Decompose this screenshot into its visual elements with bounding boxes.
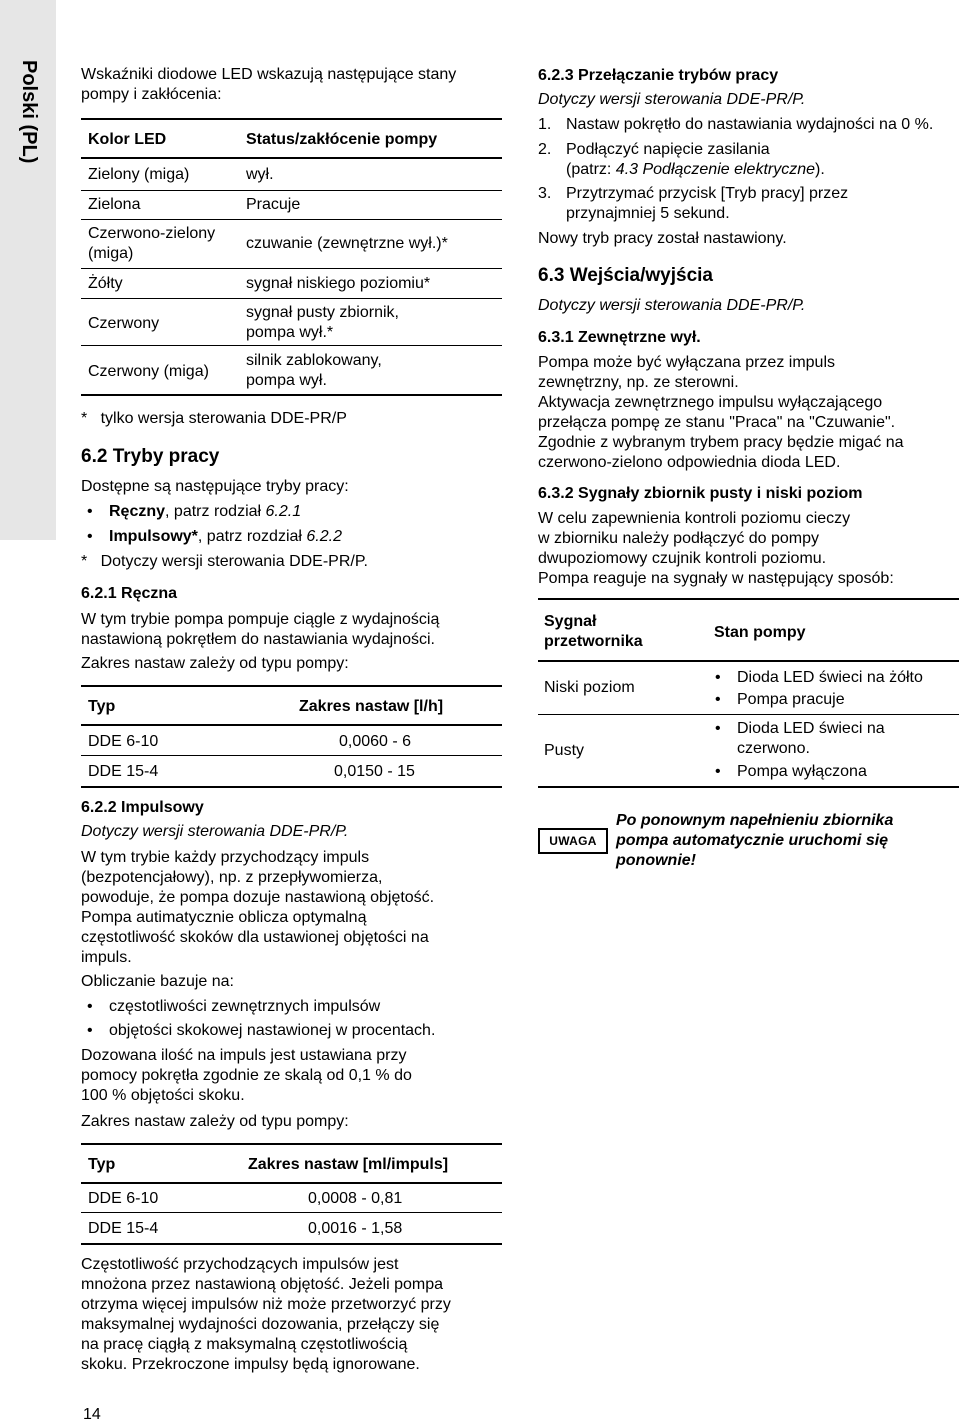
table-cell: silnik zablokowany, pompa wył.	[246, 352, 382, 389]
mode-list-item: • Ręczny, patrz rodział 6.2.1	[109, 502, 301, 522]
frequency-paragraph: Częstotliwość przychodzących impulsów jest mnożona przez nastawioną objętość. Jeżeli pompa otrzyma więcej impulsów niż może przetworzyć przy maksymalnej wydajności dozowania, przełączy się na pracę ciągłą z maksymalną częstotliwością skoku. Przekroczone impulsy będą ignorowane.	[81, 1256, 451, 1373]
step-number: 3.	[538, 185, 552, 202]
section-6-3-1-text: Pompa może być wyłączana przez impuls zewnętrzny, np. ze sterowni. Aktywacja zewnętrznego impulsu wyłączającego przełącza pompę ze stanu "Praca" na "Czuwanie". Zgodnie z wybranym trybem pracy będzie migać na czerwono-zielono odpowiednia dioda LED.	[538, 354, 904, 471]
section-6-3-heading: 6.3 Wejścia/wyjścia	[538, 265, 713, 286]
table-cell: sygnał niskiego poziomiu*	[246, 275, 431, 292]
table-cell: DDE 15-4	[88, 763, 159, 780]
calculation-item: • objętości skokowej nastawionej w procentach.	[109, 1021, 435, 1041]
table-rule	[81, 685, 502, 687]
section-6-2-2-applies: Dotyczy wersji sterowania DDE-PR/P.	[81, 823, 349, 840]
warning-text: Po ponownym napełnieniu zbiornika pompa automatycznie uruchomi się ponownie!	[616, 812, 894, 869]
mode-list-item: • Impulsowy*, patrz rozdział 6.2.2	[109, 527, 342, 547]
table-cell: DDE 15-4	[88, 1220, 159, 1237]
led-footnote: * tylko wersja sterowania DDE-PR/P	[81, 410, 347, 427]
table-rule	[81, 755, 502, 756]
table-cell: 0,0008 - 0,81	[308, 1190, 403, 1207]
state-item: • Dioda LED świeci na żółto	[737, 668, 923, 688]
table-rule	[81, 345, 502, 346]
section-6-2-3-applies: Dotyczy wersji sterowania DDE-PR/P.	[538, 91, 806, 108]
step-text: Przytrzymać przycisk [Tryb pracy] przez przynajmniej 5 sekund.	[566, 185, 849, 222]
step-result: Nowy tryb pracy został nastawiony.	[538, 230, 787, 247]
table-cell: sygnał pusty zbiornik, pompa wył.*	[246, 304, 399, 341]
table-cell: wył.	[246, 166, 274, 183]
table-rule	[81, 190, 502, 191]
table-rule	[538, 786, 959, 788]
warning-label: UWAGA	[538, 828, 608, 854]
calculation-intro: Obliczanie bazuje na:	[81, 973, 234, 990]
table-cell: Zielona	[88, 196, 141, 213]
step-text: Nastaw pokrętło do nastawiania wydajności na 0 %.	[566, 116, 934, 133]
table-rule	[81, 118, 502, 120]
table-cell: DDE 6-10	[88, 1190, 159, 1207]
table-header: Sygnał przetwornika	[544, 613, 643, 650]
table-rule	[81, 786, 502, 788]
section-6-3-2-heading: 6.3.2 Sygnały zbiornik pusty i niski poziom	[538, 485, 863, 502]
section-6-2-1-text: W tym trybie pompa pompuje ciągle z wydajnością nastawioną pokrętłem do nastawiania wydajności.	[81, 611, 440, 648]
section-6-3-1-heading: 6.3.1 Zewnętrzne wył.	[538, 329, 701, 346]
dose-paragraph: Dozowana ilość na impuls jest ustawiana przy pomocy pokrętła zgodnie ze skalą od 0,1 % do 100 % objętości skoku.	[81, 1047, 412, 1104]
table-header: Status/zakłócenie pompy	[246, 131, 438, 148]
table-cell: 0,0016 - 1,58	[308, 1220, 403, 1237]
section-6-2-2-heading: 6.2.2 Impulsowy	[81, 799, 204, 816]
table-rule	[81, 268, 502, 269]
table-cell: Pracuje	[246, 196, 301, 213]
side-tab	[0, 0, 56, 540]
table-cell: Czerwony (miga)	[88, 363, 209, 380]
table-cell: 0,0060 - 6	[339, 733, 412, 750]
step-text: Podłączyć napięcie zasilania (patrz: 4.3 Podłączenie elektryczne).	[566, 141, 825, 178]
state-item: • Dioda LED świeci na czerwono.	[737, 719, 885, 759]
table-rule	[81, 219, 502, 220]
section-6-2-3-heading: 6.2.3 Przełączanie trybów pracy	[538, 67, 779, 84]
table-rule	[538, 598, 959, 600]
section-6-3-2-text: W celu zapewnienia kontroli poziomu cieczy w zbiorniku należy podłączyć do pompy dwupoziomowy czujnik kontroli poziomu. Pompa reaguje na sygnały w następujący sposób:	[538, 510, 894, 587]
table-rule	[81, 1243, 502, 1245]
side-tab-label: Polski (PL)	[18, 60, 40, 164]
table-rule	[81, 298, 502, 299]
table-cell: Czerwony	[88, 315, 160, 332]
table-cell: Czerwono-zielony (miga)	[88, 225, 216, 262]
table-header: Zakres nastaw [ml/impuls]	[248, 1156, 449, 1173]
table-cell: czuwanie (zewnętrzne wył.)*	[246, 235, 448, 252]
table-rule	[538, 660, 959, 662]
table-rule	[81, 1212, 502, 1213]
table-header: Zakres nastaw [l/h]	[299, 698, 444, 715]
range-intro: Zakres nastaw zależy od typu pompy:	[81, 1113, 349, 1130]
table-cell: DDE 6-10	[88, 733, 159, 750]
table-rule	[81, 157, 502, 159]
table-cell: Zielony (miga)	[88, 166, 190, 183]
table-rule	[81, 1182, 502, 1184]
table-header: Kolor LED	[88, 131, 167, 148]
table-cell: Żółty	[88, 275, 123, 292]
state-item: • Pompa wyłączona	[737, 762, 867, 782]
table-rule	[538, 714, 959, 715]
section-6-2-2-paragraph: W tym trybie każdy przychodzący impuls (bezpotencjałowy), np. z przepływomierza, powoduje, że pompa dozuje nastawioną objętość. Pompa autimatycznie oblicza optymalną częstotliwość skoków dla ustawionej objętości na impuls.	[81, 849, 435, 966]
table-cell: Pusty	[544, 742, 585, 759]
range-intro: Zakres nastaw zależy od typu pompy:	[81, 655, 349, 672]
page-number: 14	[83, 1406, 101, 1423]
section-6-2-intro: Dostępne są następujące tryby pracy:	[81, 478, 349, 495]
table-cell: 0,0150 - 15	[334, 763, 415, 780]
table-rule	[81, 1143, 502, 1145]
table-rule	[81, 724, 502, 726]
section-6-3-applies: Dotyczy wersji sterowania DDE-PR/P.	[538, 297, 806, 314]
step-number: 2.	[538, 141, 552, 158]
state-item: • Pompa pracuje	[737, 690, 845, 710]
table-header: Typ	[88, 698, 116, 715]
step-number: 1.	[538, 116, 552, 133]
intro-paragraph: Wskaźniki diodowe LED wskazują następujące stany pompy i zakłócenia:	[81, 66, 457, 103]
table-rule	[81, 394, 502, 396]
section-6-2-note: * Dotyczy wersji sterowania DDE-PR/P.	[81, 553, 368, 570]
table-header: Stan pompy	[714, 624, 806, 641]
table-cell: Niski poziom	[544, 679, 635, 696]
section-6-2-1-heading: 6.2.1 Ręczna	[81, 585, 178, 602]
calculation-item: • częstotliwości zewnętrznych impulsów	[109, 997, 380, 1017]
section-6-2-heading: 6.2 Tryby pracy	[81, 446, 220, 467]
table-header: Typ	[88, 1156, 116, 1173]
